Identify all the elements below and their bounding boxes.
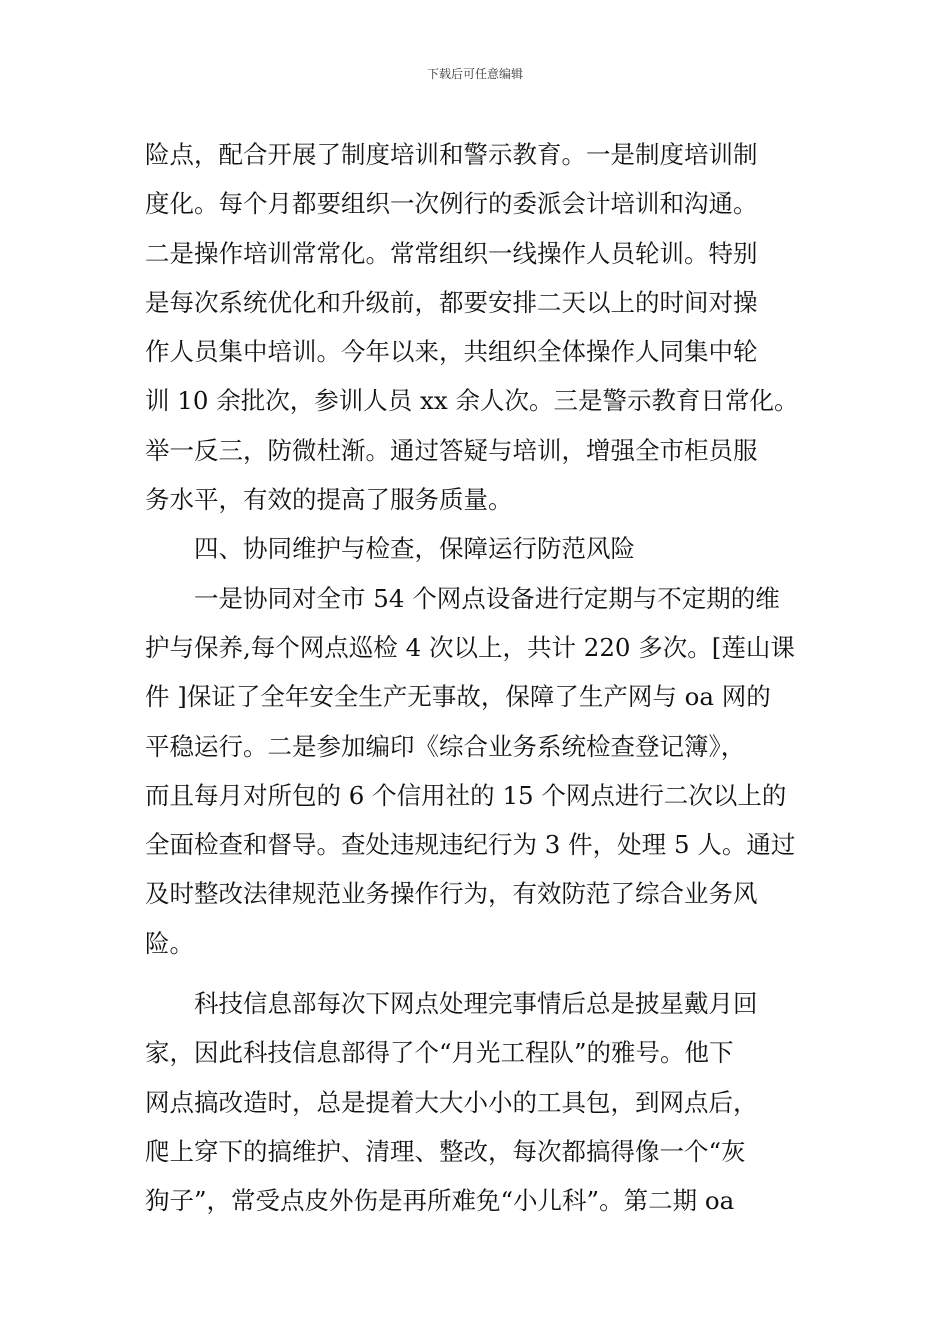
text-line: 全面检查和督导。查处违规违纪行为 3 件，处理 5 人。通过 xyxy=(145,830,796,860)
text-line: 一是协同对全市 54 个网点设备进行定期与不定期的维 xyxy=(194,583,780,613)
document-body xyxy=(145,130,810,1226)
text-line: 二是操作培训常常化。常常组织一线操作人员轮训。特别 xyxy=(145,238,758,268)
text-line: 件 ]保证了全年安全生产无事故，保障了生产网与 oa 网的 xyxy=(145,682,771,712)
text-line: 举一反三，防微杜渐。通过答疑与培训，增强全市柜员服 xyxy=(145,435,758,465)
text-line: 务水平，有效的提高了服务质量。 xyxy=(145,485,513,515)
paragraph-gap xyxy=(145,968,810,979)
text-line: 险。 xyxy=(145,928,194,958)
text-line: 爬上穿下的搞维护、清理、整改，每次都搞得像一个“灰 xyxy=(145,1136,746,1166)
section-heading: 四、协同维护与检查，保障运行防范风险 xyxy=(194,534,635,564)
text-line: 及时整改法律规范业务操作行为，有效防范了综合业务风 xyxy=(145,879,758,909)
text-line: 狗子”，常受点皮外伤是再所难免“小儿科”。第二期 oa xyxy=(145,1186,735,1216)
page-header: 下载后可任意编辑 xyxy=(426,67,523,81)
text-line: 作人员集中培训。今年以来，共组织全体操作人同集中轮 xyxy=(145,337,758,367)
text-line: 度化。每个月都要组织一次例行的委派会计培训和沟通。 xyxy=(145,189,758,219)
text-line: 平稳运行。二是参加编印《综合业务系统检查登记簿》， xyxy=(145,731,746,761)
text-line: 是每次系统优化和升级前，都要安排二天以上的时间对操 xyxy=(145,287,758,317)
text-line: 而且每月对所包的 6 个信用社的 15 个网点进行二次以上的 xyxy=(145,780,787,810)
text-line: 护与保养,每个网点巡检 4 次以上，共计 220 多次。[莲山课 xyxy=(145,632,795,662)
text-line: 网点搞改造时，总是提着大大小小的工具包，到网点后， xyxy=(145,1087,758,1117)
text-line: 家，因此科技信息部得了个“月光工程队”的雅号。他下 xyxy=(145,1038,734,1068)
text-line: 险点，配合开展了制度培训和警示教育。一是制度培训制 xyxy=(145,140,758,169)
text-line: 科技信息部每次下网点处理完事情后总是披星戴月回 xyxy=(194,989,758,1019)
text-line: 训 10 余批次，参训人员 xx 余人次。三是警示教育日常化。 xyxy=(145,386,799,416)
